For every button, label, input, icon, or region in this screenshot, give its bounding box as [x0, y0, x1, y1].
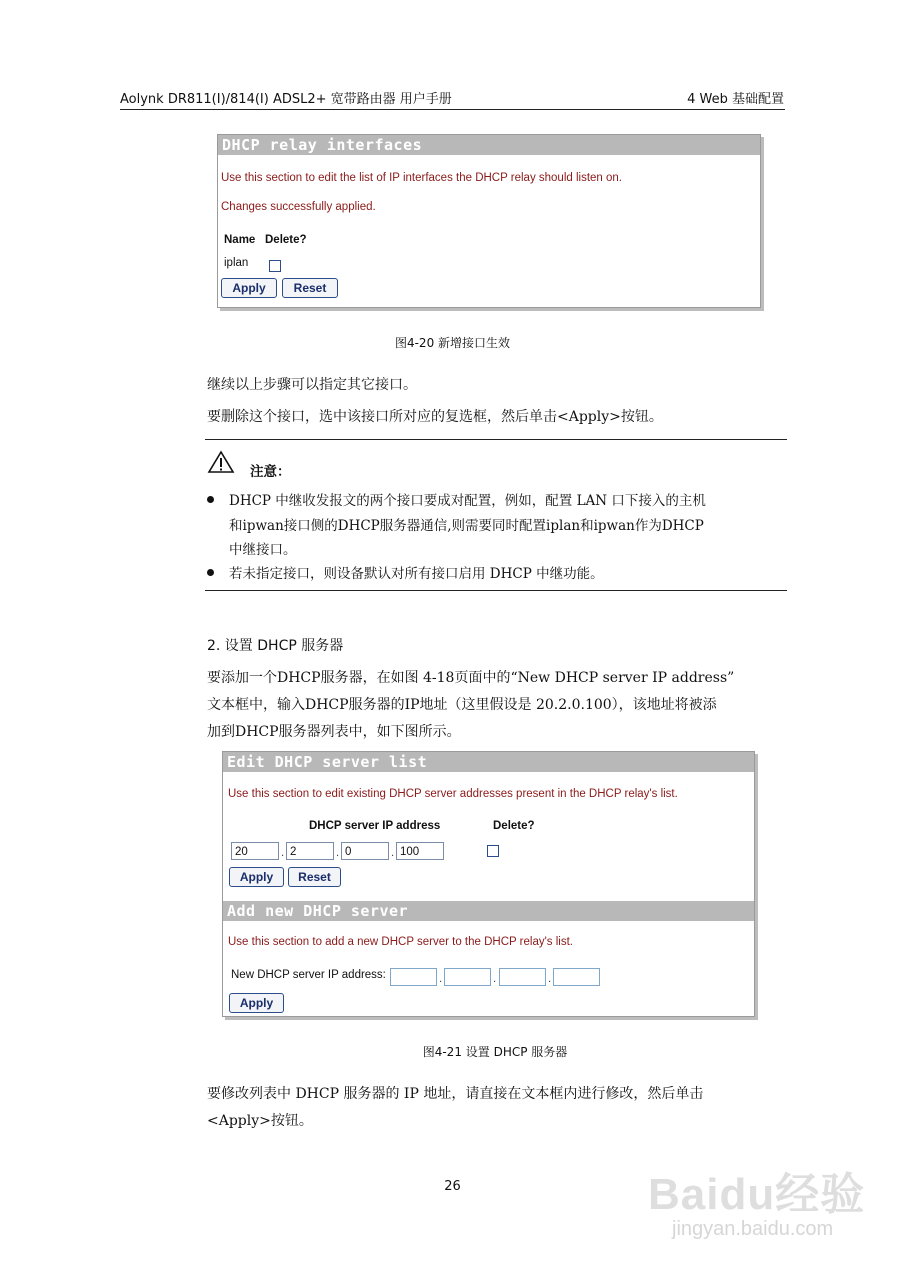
column-name-header: Name [224, 234, 256, 246]
running-header-left: Aolynk DR811(I)/814(I) ADSL2+ 宽带路由器 用户手册 [120, 92, 452, 107]
panel-description: Use this section to edit the list of IP interfaces the DHCP relay should listen on. [221, 172, 623, 184]
octet-separator: . [391, 848, 395, 859]
panel-title: DHCP relay interfaces [218, 135, 760, 155]
apply-new-server-button[interactable]: Apply [229, 993, 284, 1013]
status-message: Changes successfully applied. [221, 201, 376, 213]
panel-description: Use this section to add a new DHCP server to the DHCP relay's list. [228, 936, 573, 948]
paragraph-line: 加到DHCP服务器列表中，如下图所示。 [207, 724, 461, 740]
octet-separator: . [548, 974, 552, 985]
paragraph: 要删除这个接口，选中该接口所对应的复选框，然后单击<Apply>按钮。 [207, 409, 663, 425]
paragraph-line: 要修改列表中 DHCP 服务器的 IP 地址，请直接在文本框内进行修改，然后单击 [207, 1086, 704, 1102]
apply-button[interactable]: Apply [229, 867, 284, 887]
note-title: 注意： [250, 464, 291, 480]
ip-octet-4-input[interactable]: 100 [396, 842, 444, 860]
column-delete-header: Delete? [493, 820, 535, 832]
interface-name: iplan [224, 257, 249, 269]
octet-separator: . [281, 848, 285, 859]
baidu-watermark-url: jingyan.baidu.com [672, 1218, 834, 1240]
figure-edit-dhcp-server-list [222, 751, 755, 1017]
paragraph-line: 要添加一个DHCP服务器，在如图 4-18页面中的“New DHCP server IP address” [207, 670, 735, 686]
note-bottom-rule [205, 590, 787, 591]
delete-checkbox[interactable] [487, 845, 499, 857]
octet-separator: . [336, 848, 340, 859]
figure-dhcp-relay-interfaces [217, 134, 761, 308]
panel-title-add-server: Add new DHCP server [223, 901, 754, 921]
reset-button[interactable]: Reset [288, 867, 341, 887]
section-heading: 2. 设置 DHCP 服务器 [207, 638, 344, 654]
note-item-1-line-3: 中继接口。 [229, 542, 297, 558]
header-divider [120, 109, 785, 110]
delete-checkbox[interactable] [269, 260, 281, 272]
paragraph: 继续以上步骤可以指定其它接口。 [207, 377, 417, 393]
ip-octet-3-input[interactable]: 0 [341, 842, 389, 860]
note-item-2: 若未指定接口，则设备默认对所有接口启用 DHCP 中继功能。 [229, 566, 604, 582]
octet-separator: . [439, 974, 443, 985]
new-ip-octet-2-input[interactable] [444, 968, 491, 986]
panel-title: Edit DHCP server list [223, 752, 754, 772]
paragraph-line: <Apply>按钮。 [207, 1113, 313, 1129]
column-delete-header: Delete? [265, 234, 307, 246]
note-item-1-line-1: DHCP 中继收发报文的两个接口要成对配置，例如，配置 LAN 口下接入的主机 [229, 493, 706, 509]
column-ip-header: DHCP server IP address [309, 820, 441, 832]
ip-octet-1-input[interactable]: 20 [231, 842, 279, 860]
octet-separator: . [493, 974, 497, 985]
page-number: 26 [444, 1179, 461, 1194]
panel-description: Use this section to edit existing DHCP server addresses present in the DHCP relay's list. [228, 788, 678, 800]
apply-button[interactable]: Apply [221, 278, 277, 298]
figure-caption-4-20: 图4-20 新增接口生效 [394, 336, 511, 350]
bullet [207, 496, 214, 503]
figure-caption-4-21: 图4-21 设置 DHCP 服务器 [422, 1045, 568, 1059]
running-header-right: 4 Web 基础配置 [687, 92, 784, 107]
new-ip-octet-1-input[interactable] [390, 968, 437, 986]
bullet [207, 569, 214, 576]
note-item-1-line-2: 和ipwan接口侧的DHCP服务器通信,则需要同时配置iplan和ipwan作为DHCP [229, 518, 704, 534]
note-top-rule [205, 439, 787, 440]
warning-icon [207, 450, 235, 474]
new-server-ip-label: New DHCP server IP address: [231, 969, 386, 981]
new-ip-octet-3-input[interactable] [499, 968, 546, 986]
new-ip-octet-4-input[interactable] [553, 968, 600, 986]
paragraph-line: 文本框中，输入DHCP服务器的IP地址（这里假设是 20.2.0.100），该地址将被添 [207, 697, 717, 713]
reset-button[interactable]: Reset [282, 278, 338, 298]
ip-octet-2-input[interactable]: 2 [286, 842, 334, 860]
baidu-watermark-logo: Baidu经验 [648, 1170, 866, 1219]
